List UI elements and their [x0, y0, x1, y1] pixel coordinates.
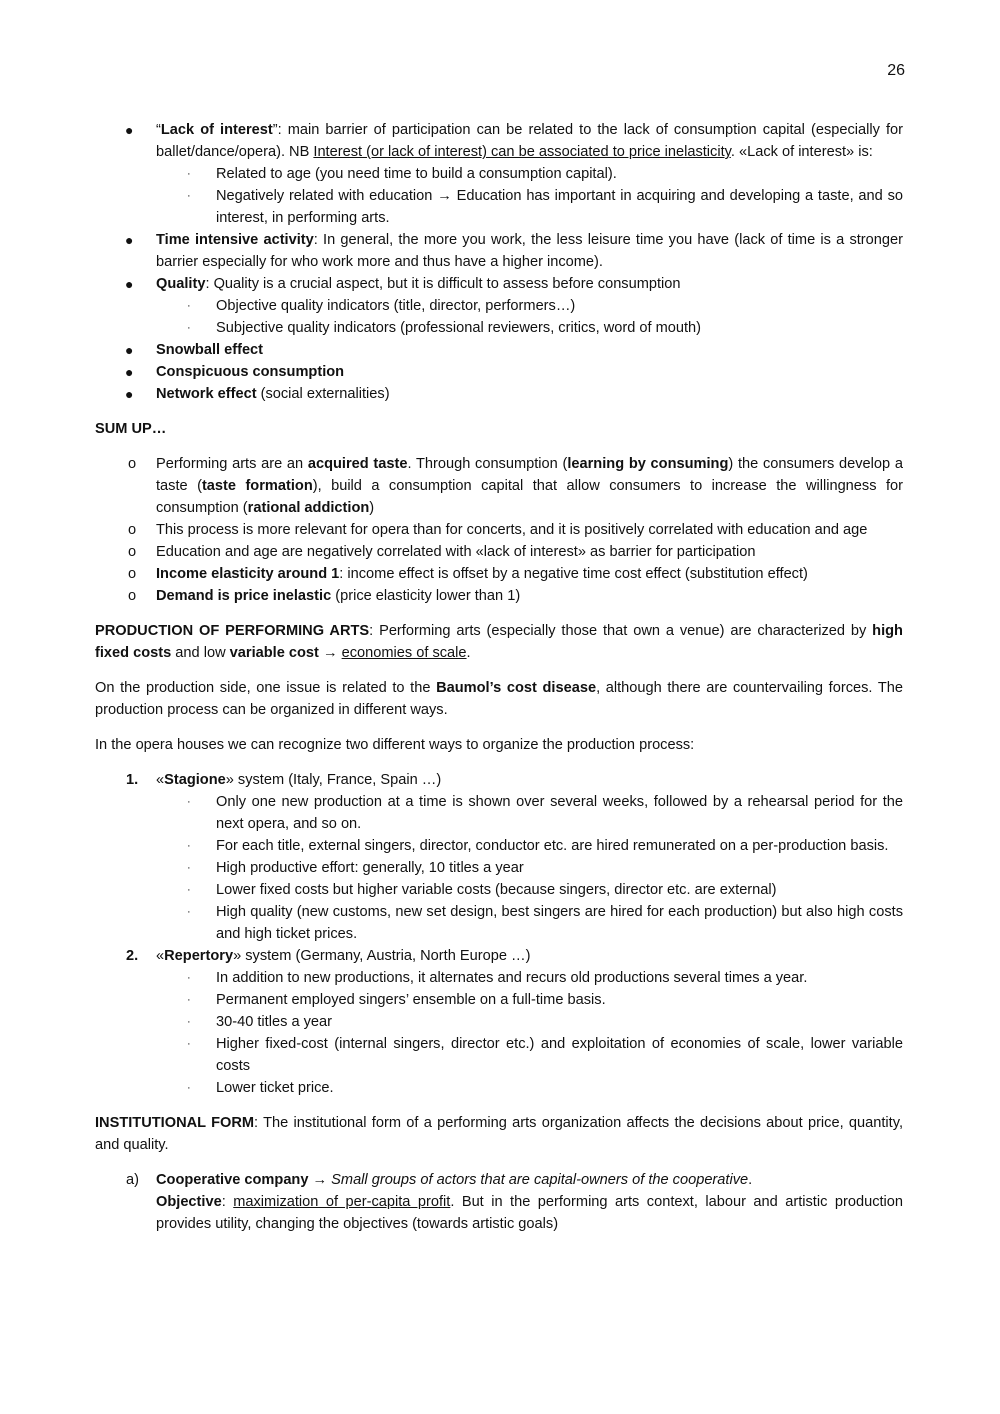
bullet-icon: ● — [125, 342, 134, 358]
bullet-icon: ● — [125, 122, 134, 138]
bullet-network: ● Network effect (social externalities) — [95, 383, 903, 405]
bullet-lack-of-interest: ● “Lack of interest”: main barrier of participation can be related to the lack of consumption capital (especially for ballet/dance/opera). NB Interest (or lack of interest) can be associated to price inelasticity. «Lack of interest» is: — [95, 119, 903, 163]
sumup-item-price-inelastic: o Demand is price inelastic (price elasticity lower than 1) — [95, 585, 903, 607]
sub-bullet-icon: · — [187, 906, 191, 918]
stagione-point: · High quality (new customs, new set design, best singers are hired for each production) but also high costs and high ticket prices. — [95, 901, 903, 945]
bullet-conspicuous: ● Conspicuous consumption — [95, 361, 903, 383]
stagione-point: · Only one new production at a time is shown over several weeks, followed by a rehearsal period for the next opera, and so on. — [95, 791, 903, 835]
bullet-icon: ● — [125, 232, 134, 248]
sub-bullet-icon: · — [187, 322, 191, 334]
sub-bullet-icon: · — [187, 1038, 191, 1050]
bullet-time-intensive: ● Time intensive activity: In general, the more you work, the less leisure time you have (lack of time is a stronger barrier especially for who work more and thus have a higher income). — [95, 229, 903, 273]
sub-bullet-icon: · — [187, 862, 191, 874]
sumup-heading: SUM UP… — [95, 421, 167, 437]
sub-item-objective-quality: · Objective quality indicators (title, director, performers…) — [95, 295, 903, 317]
sub-bullet-icon: · — [187, 300, 191, 312]
sub-bullet-icon: · — [187, 884, 191, 896]
system-repertory: 2. «Repertory» system (Germany, Austria, North Europe …) — [126, 948, 531, 964]
sub-bullet-icon: · — [187, 1016, 191, 1028]
sub-bullet-icon: · — [187, 994, 191, 1006]
system-stagione: 1. «Stagione» system (Italy, France, Spain …) — [126, 772, 442, 788]
stagione-point: · For each title, external singers, director, conductor etc. are hired remunerated on a per-production basis. — [95, 835, 903, 857]
bullet-icon: ● — [125, 386, 134, 402]
bullet-icon: ● — [125, 364, 134, 380]
sub-bullet-icon: · — [187, 168, 191, 180]
sub-item-education: · Negatively related with education → Education has important in acquiring and developing a taste, and so interest, in performing arts. — [95, 185, 903, 229]
circle-bullet-icon: o — [128, 522, 137, 538]
sub-bullet-icon: · — [187, 190, 191, 202]
sub-bullet-icon: · — [187, 972, 191, 984]
opera-intro-paragraph: In the opera houses we can recognize two different ways to organize the production process: — [95, 737, 695, 753]
circle-bullet-icon: o — [128, 456, 137, 472]
production-paragraph: PRODUCTION OF PERFORMING ARTS: Performing arts (especially those that own a venue) are characterized by high fixed costs and low variable cost → economies of scale. — [95, 623, 903, 661]
sub-item-subjective-quality: · Subjective quality indicators (professional reviewers, critics, word of mouth) — [95, 317, 903, 339]
circle-bullet-icon: o — [128, 544, 137, 560]
bullet-quality: ● Quality: Quality is a crucial aspect, but it is difficult to assess before consumption — [95, 273, 903, 295]
repertory-point: · Permanent employed singers’ ensemble on a full-time basis. — [95, 989, 903, 1011]
sub-bullet-icon: · — [187, 840, 191, 852]
page-number: 26 — [887, 62, 905, 79]
institutional-paragraph: INSTITUTIONAL FORM: The institutional form of a performing arts organization affects the decisions about price, quantity, and quality. — [95, 1115, 903, 1153]
production-heading: PRODUCTION OF PERFORMING ARTS — [95, 623, 370, 639]
institutional-heading: INSTITUTIONAL FORM — [95, 1115, 255, 1131]
bullet-icon: ● — [125, 276, 134, 292]
price-inelasticity-note: Interest (or lack of interest) can be associated to price inelasticity — [313, 144, 731, 160]
circle-bullet-icon: o — [128, 588, 137, 604]
sub-bullet-icon: · — [187, 796, 191, 808]
repertory-point: · Lower ticket price. — [95, 1077, 903, 1099]
repertory-point: · Higher fixed-cost (internal singers, director etc.) and exploitation of economies of scale, lower variable costs — [95, 1033, 903, 1077]
sumup-item-acquired-taste: o Performing arts are an acquired taste. Through consumption (learning by consuming) the consumers develop a taste (taste formation), build a consumption capital that allow consumers to increase the willingness for consumption (rational addiction) — [95, 453, 903, 519]
repertory-point: · In addition to new productions, it alternates and recurs old productions several times a year. — [95, 967, 903, 989]
sub-bullet-icon: · — [187, 1082, 191, 1094]
circle-bullet-icon: o — [128, 566, 137, 582]
baumol-paragraph: On the production side, one issue is related to the Baumol’s cost disease, although there are countervailing forces. The production process can be organized in different ways. — [95, 680, 903, 718]
sumup-item-education-age: o Education and age are negatively correlated with «lack of interest» as barrier for participation — [95, 541, 903, 563]
lack-of-interest-title: Lack of interest — [160, 122, 273, 138]
repertory-point: · 30-40 titles a year — [95, 1011, 903, 1033]
sumup-item-opera: o This process is more relevant for opera than for concerts, and it is positively correlated with education and age — [95, 519, 903, 541]
page-content — [95, 119, 903, 1235]
coop-item: a) Cooperative company → Small groups of actors that are capital-owners of the cooperative. Objective: maximization of per-capita profit. But in the performing arts context, labour and artistic production provides utility, changing the objectives (towards artistic goals) — [126, 1172, 904, 1232]
sumup-item-income-elasticity: o Income elasticity around 1: income effect is offset by a negative time cost effect (substitution effect) — [95, 563, 903, 585]
sub-item-age: · Related to age (you need time to build a consumption capital). — [95, 163, 903, 185]
bullet-snowball: ● Snowball effect — [95, 339, 903, 361]
stagione-point: · High productive effort: generally, 10 titles a year — [95, 857, 903, 879]
stagione-point: · Lower fixed costs but higher variable costs (because singers, director etc. are external) — [95, 879, 903, 901]
